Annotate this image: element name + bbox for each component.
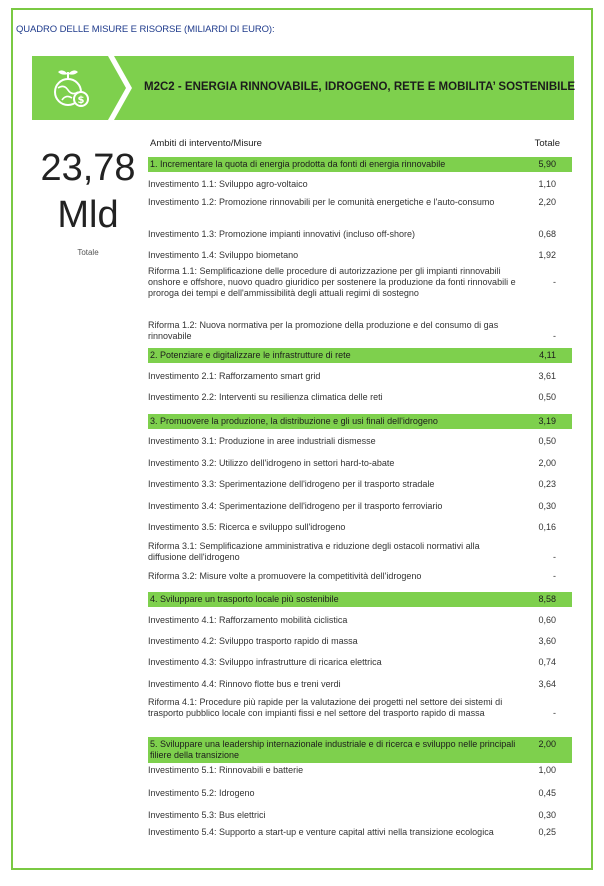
row-label: Investimento 5.3: Bus elettrici — [148, 810, 266, 820]
row-label: Investimento 5.4: Supporto a start-up e venture capital attivi nella transizione ecologica — [148, 827, 494, 837]
row-value: 0,74 — [538, 657, 556, 667]
row-value: - — [553, 331, 556, 341]
row-value: 3,60 — [538, 636, 556, 646]
row-label: 3. Promuovere la produzione, la distribuzione e gli usi finali dell'idrogeno — [150, 416, 438, 426]
row-value: - — [553, 277, 556, 287]
row-label: Riforma 1.2: Nuova normativa per la promozione della produzione e del consumo di gas rinnovabile — [148, 320, 499, 341]
svg-text:$: $ — [77, 95, 85, 106]
header-measures: Ambiti di intervento/Misure — [150, 138, 262, 149]
row-label: Riforma 3.2: Misure volte a promuovere la competitività dell'idrogeno — [148, 571, 422, 581]
row-value: 0,50 — [538, 392, 556, 402]
row-value: 2,20 — [538, 197, 556, 207]
banner-title: M2C2 - ENERGIA RINNOVABILE, IDROGENO, RETE E MOBILITA’ SOSTENIBILE — [144, 81, 576, 93]
row-label: Investimento 1.1: Sviluppo agro-voltaico — [148, 179, 308, 189]
row-label: 1. Incrementare la quota di energia prodotta da fonti di energia rinnovabile — [150, 159, 446, 169]
row-value: 0,25 — [538, 827, 556, 837]
row-value: 0,30 — [538, 810, 556, 820]
total-box — [36, 146, 140, 257]
page-title: QUADRO DELLE MISURE E RISORSE (MILIARDI DI EURO): — [16, 24, 275, 35]
row-value: 8,58 — [538, 594, 556, 604]
row-label: Investimento 1.4: Sviluppo biometano — [148, 250, 299, 260]
row-value: 0,23 — [538, 479, 556, 489]
row-label: Investimento 3.4: Sperimentazione dell'idrogeno per il trasporto ferroviario — [148, 501, 443, 511]
row-label: Riforma 4.1: Procedure più rapide per la valutazione dei progetti nel settore dei sistemi di trasporto pubblico locale con impianti fissi e nel settore del trasporto rapido di massa — [148, 697, 503, 718]
row-value: 1,00 — [538, 765, 556, 775]
row-value: 2,00 — [538, 739, 556, 749]
row-label: Investimento 4.2: Sviluppo trasporto rapido di massa — [148, 636, 358, 646]
row-label: Investimento 4.3: Sviluppo infrastrutture di ricarica elettrica — [148, 657, 382, 667]
row-label: Investimento 2.1: Rafforzamento smart grid — [148, 371, 321, 381]
row-label: Investimento 3.1: Produzione in aree industriali dismesse — [148, 436, 376, 446]
table-header — [150, 138, 570, 149]
row-label: 5. Sviluppare una leadership internazionale industriale e di ricerca e sviluppo nelle principali filiere della transizione — [150, 739, 516, 760]
row-value: 3,61 — [538, 371, 556, 381]
row-label: Investimento 3.5: Ricerca e sviluppo sull'idrogeno — [148, 522, 346, 532]
mission-banner — [32, 56, 574, 120]
row-label: Investimento 5.1: Rinnovabili e batterie — [148, 765, 304, 775]
row-value: 0,68 — [538, 229, 556, 239]
row-label: 2. Potenziare e digitalizzare le infrastrutture di rete — [150, 350, 351, 360]
row-value: 0,45 — [538, 788, 556, 798]
row-value: 0,16 — [538, 522, 556, 532]
row-label: Investimento 4.1: Rafforzamento mobilità ciclistica — [148, 615, 348, 625]
table-section-row — [148, 592, 572, 607]
row-label: 4. Sviluppare un trasporto locale più sostenibile — [150, 594, 339, 604]
row-label: Investimento 4.4: Rinnovo flotte bus e treni verdi — [148, 679, 341, 689]
row-value: - — [553, 571, 556, 581]
table-section-row — [148, 737, 572, 763]
row-value: 5,90 — [538, 159, 556, 169]
row-label: Riforma 1.1: Semplificazione delle procedure di autorizzazione per gli impianti rinnovabili onshore e offshore, nuovo quadro giuridico per sostenere la produzione da fonti rinnovabili e proroga dei tempi e dell'ammissibilità degli attuali regimi di sostegno — [148, 266, 516, 298]
row-value: 1,10 — [538, 179, 556, 189]
table-section-row — [148, 414, 572, 429]
row-label: Investimento 2.2: Interventi su resilienza climatica delle reti — [148, 392, 383, 402]
row-value: 3,64 — [538, 679, 556, 689]
row-label: Investimento 1.2: Promozione rinnovabili per le comunità energetiche e l'auto-consumo — [148, 197, 495, 207]
total-label: Totale — [77, 248, 99, 257]
header-total: Totale — [534, 138, 560, 149]
row-value: 0,60 — [538, 615, 556, 625]
row-value: - — [553, 552, 556, 562]
total-value: 23,78 — [40, 147, 136, 189]
row-label: Investimento 3.3: Sperimentazione dell'idrogeno per il trasporto stradale — [148, 479, 435, 489]
row-value: 0,30 — [538, 501, 556, 511]
row-value: 3,19 — [538, 416, 556, 426]
row-value: 1,92 — [538, 250, 556, 260]
row-value: 2,00 — [538, 458, 556, 468]
row-label: Investimento 3.2: Utilizzo dell'idrogeno in settori hard-to-abate — [148, 458, 395, 468]
green-globe-money-icon — [48, 66, 92, 110]
row-value: - — [553, 708, 556, 718]
row-label: Investimento 1.3: Promozione impianti innovativi (incluso off-shore) — [148, 229, 415, 239]
row-value: 4,11 — [539, 350, 556, 360]
row-label: Investimento 5.2: Idrogeno — [148, 788, 255, 798]
table-section-row — [148, 348, 572, 363]
table-section-row — [148, 157, 572, 172]
row-label: Riforma 3.1: Semplificazione amministrativa e riduzione degli ostacoli normativi alla diffusione dell'idrogeno — [148, 541, 480, 562]
row-value: 0,50 — [538, 436, 556, 446]
total-unit: Mld — [57, 194, 119, 236]
